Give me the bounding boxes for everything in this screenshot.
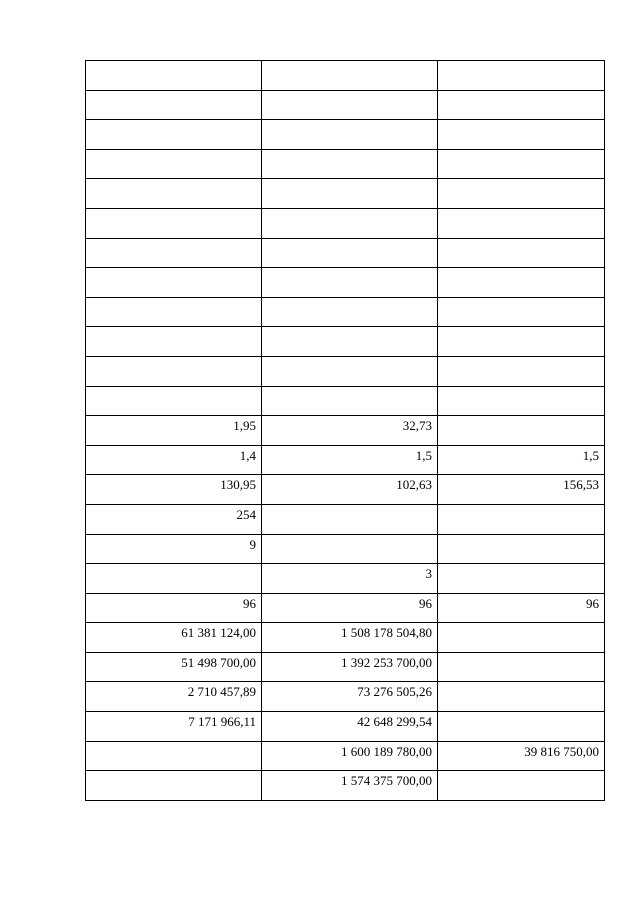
table-cell [86, 90, 262, 120]
table-cell [262, 652, 438, 682]
table-row [86, 268, 605, 298]
table-cell [86, 741, 262, 771]
cell-value: 73 276 505,26 [357, 684, 432, 700]
table-cell [86, 652, 262, 682]
cell-value: 1,5 [415, 447, 432, 463]
table-row [86, 504, 605, 534]
table-cell [86, 416, 262, 446]
table-cell [438, 238, 605, 268]
table-cell [262, 534, 438, 564]
table-row [86, 652, 605, 682]
cell-value: 1 574 375 700,00 [341, 773, 432, 789]
table-cell [262, 268, 438, 298]
table-cell [438, 179, 605, 209]
table-cell [438, 149, 605, 179]
table-cell [86, 564, 262, 594]
table-row [86, 445, 605, 475]
table-cell [262, 416, 438, 446]
table-row [86, 534, 605, 564]
table-row [86, 593, 605, 623]
table-cell [86, 445, 262, 475]
table-cell [438, 386, 605, 416]
table-cell [262, 120, 438, 150]
table-cell [438, 90, 605, 120]
cell-value: 1,5 [582, 447, 599, 463]
table-cell [438, 445, 605, 475]
table-row [86, 564, 605, 594]
cell-value: 102,63 [396, 477, 432, 493]
table-cell [262, 90, 438, 120]
table-cell [262, 327, 438, 357]
table-cell [86, 771, 262, 801]
cell-value: 42 648 299,54 [357, 714, 432, 730]
cell-value: 254 [236, 506, 256, 522]
table-row [86, 623, 605, 653]
table-cell [438, 120, 605, 150]
table-cell [262, 356, 438, 386]
cell-value: 3 [425, 566, 432, 582]
table-cell [262, 149, 438, 179]
table-row [86, 327, 605, 357]
table-cell [262, 564, 438, 594]
table-cell [262, 208, 438, 238]
cell-value: 96 [586, 595, 599, 611]
table-row [86, 297, 605, 327]
table-row [86, 771, 605, 801]
table-row [86, 61, 605, 91]
table-cell [86, 208, 262, 238]
table-cell [86, 297, 262, 327]
table-cell [86, 504, 262, 534]
table-cell [86, 238, 262, 268]
cell-value: 1 392 253 700,00 [341, 654, 432, 670]
table-cell [438, 297, 605, 327]
table-cell [262, 623, 438, 653]
cell-value: 2 710 457,89 [187, 684, 256, 700]
table-cell [438, 61, 605, 91]
table-cell [86, 682, 262, 712]
cell-value: 32,73 [402, 418, 432, 434]
table-cell [438, 712, 605, 742]
table-cell [86, 712, 262, 742]
table-cell [438, 564, 605, 594]
table-cell [86, 120, 262, 150]
table-row [86, 712, 605, 742]
cell-value: 1 508 178 504,80 [341, 625, 432, 641]
data-table [85, 60, 605, 801]
table-row [86, 682, 605, 712]
cell-value: 61 381 124,00 [181, 625, 256, 641]
table-cell [86, 268, 262, 298]
cell-value: 156,53 [563, 477, 599, 493]
table-cell [262, 386, 438, 416]
table-cell [86, 149, 262, 179]
table-cell [262, 297, 438, 327]
table-cell [262, 741, 438, 771]
table-row [86, 238, 605, 268]
table-cell [86, 179, 262, 209]
table-row [86, 386, 605, 416]
table-cell [86, 327, 262, 357]
table-cell [438, 416, 605, 446]
table-cell [86, 61, 262, 91]
table-cell [438, 327, 605, 357]
table-row [86, 741, 605, 771]
table-row [86, 120, 605, 150]
table-cell [438, 741, 605, 771]
table-cell [438, 593, 605, 623]
cell-value: 1,95 [233, 418, 256, 434]
table-cell [438, 268, 605, 298]
cell-value: 51 498 700,00 [181, 654, 256, 670]
table-cell [438, 356, 605, 386]
table-row [86, 90, 605, 120]
table-cell [262, 475, 438, 505]
table-cell [262, 179, 438, 209]
table-cell [438, 652, 605, 682]
table-body [86, 61, 605, 801]
table-cell [438, 504, 605, 534]
table-cell [262, 712, 438, 742]
table-cell [262, 238, 438, 268]
table-cell [86, 386, 262, 416]
table-cell [262, 771, 438, 801]
table-cell [262, 504, 438, 534]
table-cell [438, 623, 605, 653]
table-cell [86, 356, 262, 386]
cell-value: 96 [419, 595, 432, 611]
table-cell [262, 593, 438, 623]
table-cell [262, 61, 438, 91]
table-row [86, 149, 605, 179]
table-row [86, 356, 605, 386]
table-cell [86, 475, 262, 505]
table-cell [438, 208, 605, 238]
table-cell [262, 445, 438, 475]
cell-value: 39 816 750,00 [524, 743, 599, 759]
table-cell [86, 593, 262, 623]
cell-value: 130,95 [220, 477, 256, 493]
table-row [86, 475, 605, 505]
table-row [86, 208, 605, 238]
table-cell [438, 534, 605, 564]
table-cell [438, 475, 605, 505]
cell-value: 1 600 189 780,00 [341, 743, 432, 759]
table-cell [86, 623, 262, 653]
table-cell [438, 771, 605, 801]
table-row [86, 416, 605, 446]
cell-value: 1,4 [239, 447, 256, 463]
table-row [86, 179, 605, 209]
cell-value: 9 [249, 536, 256, 552]
cell-value: 96 [243, 595, 256, 611]
table-cell [262, 682, 438, 712]
cell-value: 7 171 966,11 [188, 714, 256, 730]
table-cell [86, 534, 262, 564]
table-cell [438, 682, 605, 712]
